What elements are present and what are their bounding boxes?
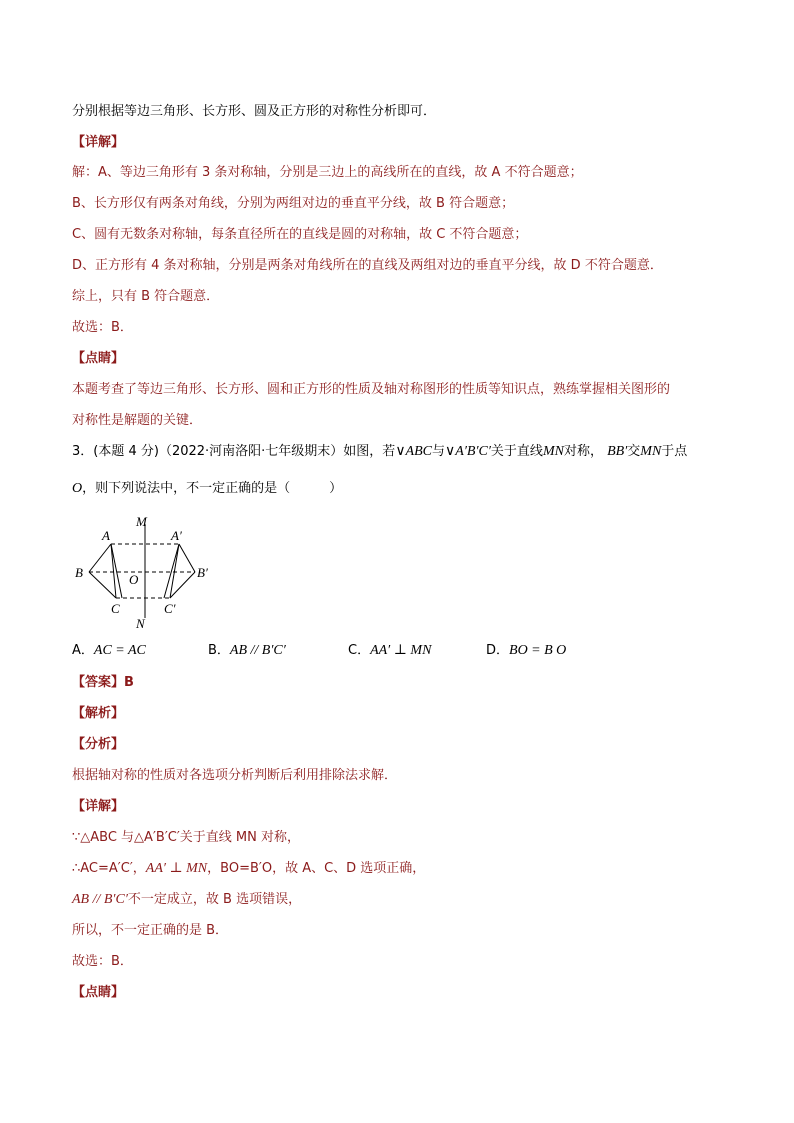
solution-ac-equal: ∴AC=A′C′，	[72, 861, 146, 876]
question-text-symmetric: 对称，	[563, 444, 603, 459]
label-a-prime: A′	[171, 528, 182, 543]
segment-a2b2	[179, 544, 195, 572]
question-text-about-line: 关于直线	[490, 444, 543, 459]
solution-line-2	[72, 860, 425, 878]
text-line-c: C、圆有无数条对称轴，每条直径所在的直线是圆的对称轴，故 C 不符合题意；	[72, 227, 528, 242]
heading-fenxi: 【分析】	[72, 737, 125, 752]
segment-ab	[89, 544, 111, 572]
solution-line-1: ∵△ABC 与△A′B′C′关于直线 MN 对称，	[72, 830, 301, 845]
label-b: B	[75, 565, 83, 580]
heading-comment: 【点睛】	[72, 351, 125, 366]
question-text-intersect: 交	[627, 444, 641, 459]
question-intro: 3．(本题 4 分)（2022·河南洛阳·七年级期末）如图，若	[72, 444, 396, 459]
option-d-math: BO = B O	[509, 643, 567, 658]
solution-parallel: AB // B′C′	[72, 892, 128, 907]
label-b-prime: B′	[197, 565, 208, 580]
label-a: A	[102, 528, 110, 543]
text-line-analysis: 分别根据等边三角形、长方形、圆及正方形的对称性分析即可．	[72, 104, 437, 119]
option-b-math: AB // B′C′	[229, 643, 286, 658]
solution-line-5: 故选：B．	[72, 954, 133, 969]
answer-heading: 【答案】B	[72, 675, 134, 690]
question-line-2	[72, 480, 342, 498]
solution-not-hold: 不一定成立，故 B 选项错误，	[127, 892, 302, 907]
text-line-summary: 综上，只有 B 符合题意．	[72, 289, 220, 304]
segment-ac-inner	[111, 544, 122, 598]
option-d	[486, 642, 566, 660]
solution-perpendicular: AA′ ⊥ MN	[145, 861, 208, 876]
option-c-math: AA′ ⊥ MN	[370, 643, 432, 658]
segment-ac	[111, 544, 116, 598]
label-m: M	[136, 514, 147, 529]
text-line-comment-1: 本题考查了等边三角形、长方形、圆和正方形的性质及轴对称图形的性质等知识点，熟练掌握相关图形的	[72, 382, 671, 397]
text-line-a: 解：A、等边三角形有 3 条对称轴，分别是三边上的高线所在的直线，故 A 不符合题意；	[72, 165, 583, 180]
label-o: O	[129, 572, 139, 587]
line-mn-label-2: MN	[640, 444, 662, 459]
question-text-and: 与	[432, 444, 446, 459]
option-a-label: A．	[72, 643, 94, 658]
segment-bc	[89, 572, 116, 598]
option-c	[348, 642, 431, 660]
solution-bo-equal: BO=B′O	[220, 861, 273, 876]
option-b	[208, 642, 286, 660]
heading-analysis: 【解析】	[72, 706, 125, 721]
option-d-label: D．	[486, 643, 510, 658]
text-line-d: D、正方形有 4 条对称轴，分别是两条对角线所在的直线及两组对边的垂直平分线，故 D 不符合题意．	[72, 258, 663, 273]
label-c: C	[111, 601, 120, 616]
solution-line-4: 所以，不一定正确的是 B．	[72, 923, 229, 938]
triangle-abc-prime: ∨A′B′C′	[445, 444, 491, 459]
analysis-text: 根据轴对称的性质对各选项分析判断后利用排除法求解．	[72, 768, 398, 783]
solution-line-3	[72, 891, 301, 909]
text-line-choice: 故选：B．	[72, 320, 133, 335]
option-a	[72, 642, 146, 660]
question-prompt: ，则下列说法中，不一定正确的是（ ）	[82, 481, 343, 496]
triangle-abc: ∨ABC	[395, 444, 433, 459]
question-text-at-point: 于点	[661, 444, 688, 459]
line-mn-label: MN	[542, 444, 564, 459]
option-a-math: AC = AC	[93, 643, 146, 658]
label-n: N	[136, 616, 145, 631]
solution-conclusion: ，故 A、C、D 选项正确，	[272, 861, 426, 876]
label-c-prime: C′	[164, 601, 176, 616]
heading-comment-2: 【点睛】	[72, 985, 125, 1000]
option-b-label: B．	[208, 643, 230, 658]
heading-detail: 【详解】	[72, 135, 125, 150]
segment-bb-label: BB′	[607, 444, 628, 459]
heading-detail-2: 【详解】	[72, 799, 125, 814]
text-line-comment-2: 对称性是解题的关键．	[72, 413, 203, 428]
point-o-label: O	[72, 481, 83, 496]
option-c-label: C．	[348, 643, 371, 658]
symmetry-figure	[70, 512, 220, 632]
text-line-b: B、长方形仅有两条对角线，分别为两组对边的垂直平分线，故 B 符合题意；	[72, 196, 515, 211]
solution-comma: ，	[207, 861, 221, 876]
question-line-1	[72, 443, 687, 461]
